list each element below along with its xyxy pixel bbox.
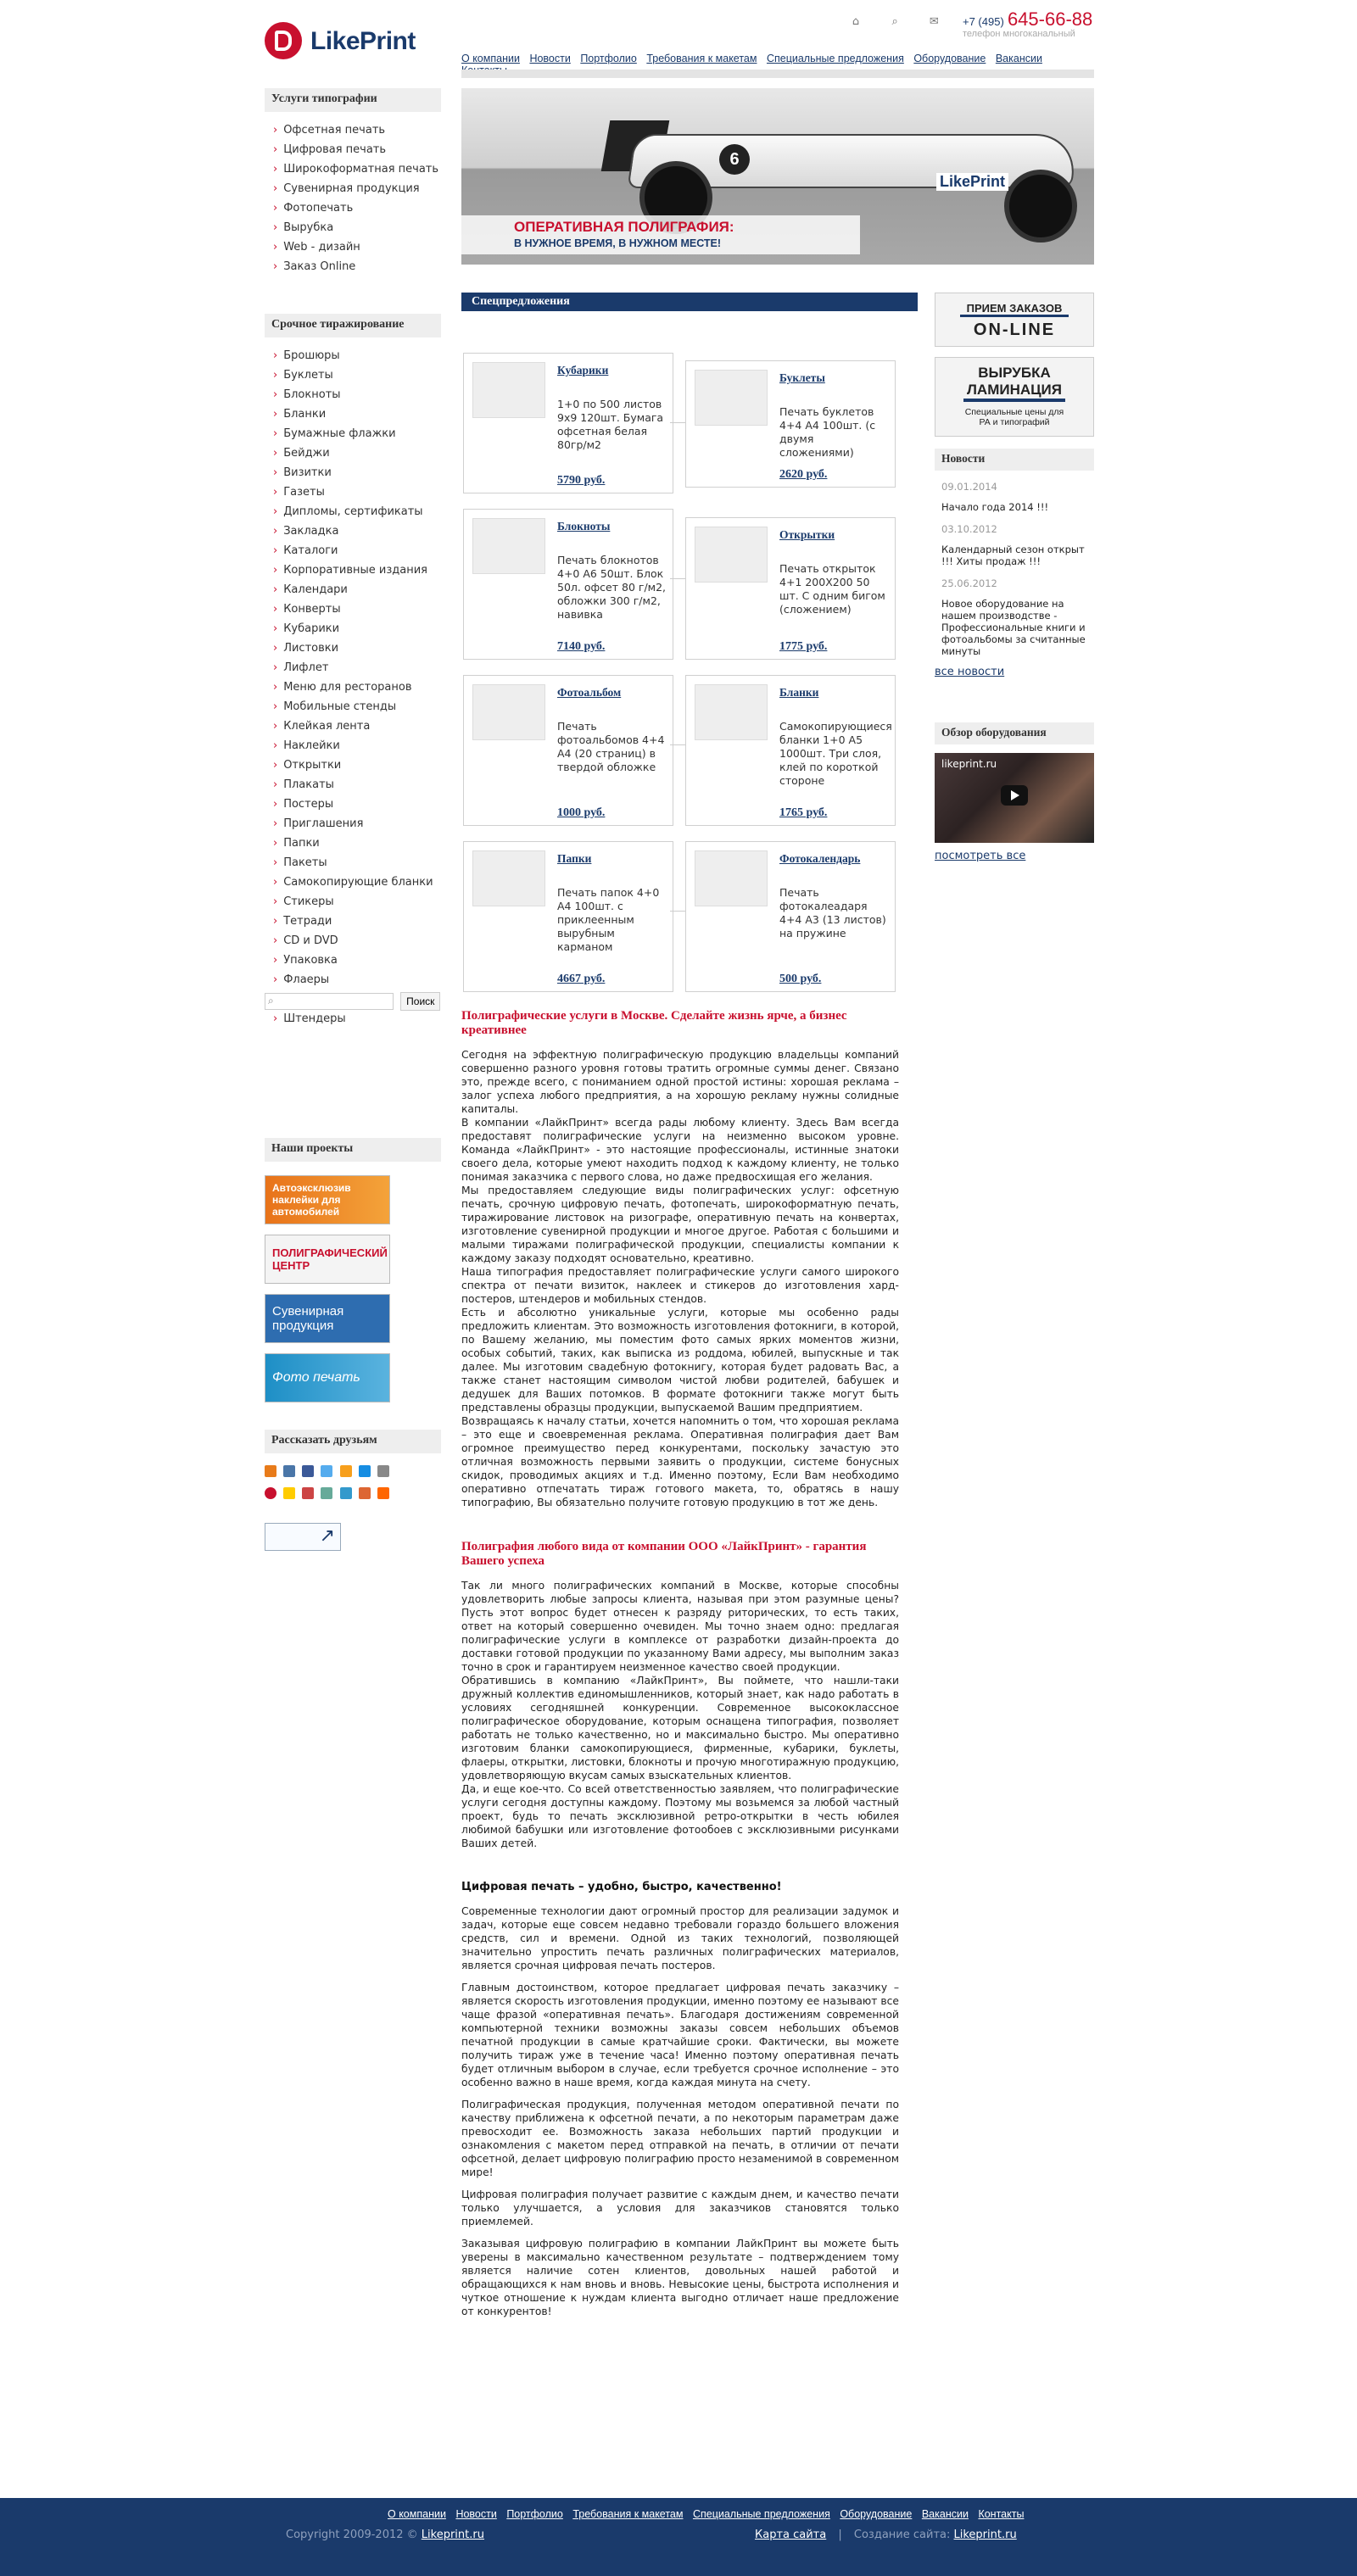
article-paragraph: Обратившись в компанию «ЛайкПринт», Вы поймете, что нашли-таки дружный коллектив единомышленников, который знает, как надо работать в условиях сегодняшней конкуренции. Современное высококлассное полиграфическое оборудование, которым оснащена типография, позволяет работать не только качественно, но и максимально быстро. Мы оперативно изготовим бланки самокопирующиеся, фирменные, кубарики, буклеты, флаеры, открытки, листовки, блокноты и прочую многотиражную продукцию, удовлетворяющую вкусам самых взыскательных клиентов.	[461, 1675, 899, 1781]
services-item[interactable]: › Заказ Online	[273, 257, 441, 276]
share-blogger-icon[interactable]	[302, 1487, 314, 1499]
footer-nav-specials[interactable]: Специальные предложения	[692, 2508, 830, 2520]
special-card-image[interactable]	[472, 684, 545, 740]
urgent-item[interactable]: › Плакаты	[273, 775, 441, 795]
logo-mark-icon	[265, 22, 302, 59]
urgent-item[interactable]: › Кубарики	[273, 619, 441, 638]
share-more-icon[interactable]	[377, 1487, 389, 1499]
article-paragraph: В компании «ЛайкПринт» всегда рады любому клиенту. Здесь Вам всегда предоставят полиграфические услуги на неизменно высоком уровне. Команда «ЛайкПринт» - это настоящие профессионалы, истинные знатоки своего дела, которые умеют находить подход к каждому клиенту, не только понимая заказчика с первого слова, но даже предвосхищая его желания.	[461, 1117, 899, 1183]
urgent-item[interactable]: › Лифлет	[273, 658, 441, 677]
news-date: 03.10.2012	[941, 523, 997, 535]
urgent-item[interactable]: › Папки	[273, 834, 441, 853]
news-date: 25.06.2012	[941, 577, 997, 589]
services-menu	[273, 120, 441, 276]
special-card-image[interactable]	[472, 518, 545, 574]
footer-copyright	[286, 2529, 484, 2541]
special-card-title[interactable]: Блокноты	[557, 520, 611, 532]
home-icon[interactable]: ⌂	[852, 15, 860, 28]
special-card-title[interactable]: Фотокалендарь	[779, 852, 861, 865]
article-paragraph: Главным достоинством, которое предлагает цифровая печать заказчику – является скорость изготовления продукции, именно поэтому ее называют все чаще фразой «оперативная печать». Благодаря достижениям современной компьютерной техники возможны заказы совсем небольших объемов печатной продукции в самые кратчайшие сроки. Фактически, вы можете получить тираж уже в течение часа! Именно поэтому оперативная печать будет отличным выбором в случае, если требуется срочное исполнение – это особенно важно в наше время, когда каждая минута на счету.	[461, 1982, 899, 2088]
urgent-item[interactable]: › Тетради	[273, 912, 441, 931]
special-card-description: Печать буклетов 4+4 А4 100шт. (с двумя сложениями)	[779, 405, 876, 459]
urgent-item[interactable]: › Наклейки	[273, 736, 441, 756]
article-paragraph: Наша типография предоставляет полиграфические услуги самого широкого спектра от печати визиток, наклеек и стикеров до изготовления хард-постеров, штендеров и мобильных стендов.	[461, 1266, 899, 1305]
urgent-item[interactable]: › Каталоги	[273, 541, 441, 560]
share-twitter-icon[interactable]	[321, 1465, 332, 1477]
services-item[interactable]: › Цифровая печать	[273, 140, 441, 159]
special-card-description: Печать блокнотов 4+0 А6 50шт. Блок 50л. офсет 80 г/м2, обложки 300 г/м2, навивка	[557, 554, 667, 621]
nav-requirements[interactable]: Требования к макетам	[646, 53, 757, 64]
services-item[interactable]: › Сувенирная продукция	[273, 179, 441, 198]
news-item[interactable]: Начало года 2014 !!!	[941, 501, 1049, 513]
phone-prefix: +7 (495)	[963, 15, 1004, 28]
urgent-item[interactable]: › Стикеры	[273, 892, 441, 912]
copyright-text: Copyright 2009-2012 ©	[286, 2529, 418, 2541]
news-title: Новости	[935, 449, 1094, 471]
article-paragraph: Современные технологии дают огромный простор для реализации задумок и задач, которые еще совсем недавно требовали гораздо большего вложения средств, сил и времени. Одной из таких технологий, позволяющей значительно упростить печать различных полиграфических материалов, является срочная цифровая печать постеров.	[461, 1905, 899, 1971]
special-card[interactable]	[685, 675, 896, 826]
share-block	[265, 1430, 441, 1503]
urgent-item[interactable]: › Блокноты	[273, 385, 441, 404]
left-sidebar	[265, 88, 441, 1029]
urgent-item[interactable]: › Клейкая лента	[273, 716, 441, 736]
card-connector	[670, 578, 685, 579]
counter-badge[interactable]	[265, 1523, 341, 1551]
share-link-icon[interactable]	[377, 1465, 389, 1477]
special-card-description: Печать фотоальбомов 4+4 А4 (20 страниц) в твердой обложке	[557, 720, 665, 773]
search-form	[265, 992, 440, 1011]
nav-news[interactable]: Новости	[529, 53, 571, 64]
special-card-price[interactable]: 1765 руб.	[779, 806, 828, 819]
news-list	[935, 481, 1094, 657]
share-icons-row-2	[265, 1487, 441, 1503]
footer-nav	[388, 2508, 1030, 2520]
share-title: Рассказать друзьям	[265, 1430, 441, 1453]
special-card-price[interactable]: 500 руб.	[779, 973, 822, 985]
phone-block	[963, 8, 1092, 39]
project-photo-banner[interactable]: Фото печать	[265, 1353, 390, 1402]
urgent-item[interactable]: › Бланки	[273, 404, 441, 424]
logo-text: LikePrint	[310, 27, 416, 55]
special-card[interactable]	[463, 353, 673, 493]
urgent-item[interactable]: › Брошюры	[273, 346, 441, 365]
share-google-icon[interactable]	[265, 1487, 276, 1499]
card-connector	[670, 744, 685, 745]
special-card-title[interactable]: Открытки	[779, 528, 835, 541]
news-date: 09.01.2014	[941, 481, 997, 493]
all-news-link[interactable]: все новости	[935, 666, 1005, 678]
mail-icon[interactable]: ✉	[929, 15, 939, 28]
equipment-video[interactable]	[935, 753, 1094, 843]
special-card[interactable]	[685, 360, 896, 488]
urgent-item[interactable]: › Листовки	[273, 638, 441, 658]
nav-vacancies[interactable]: Вакансии	[995, 53, 1042, 64]
share-vk-icon[interactable]	[283, 1465, 295, 1477]
special-card-image[interactable]	[472, 850, 545, 906]
lamination-line: ЛАМИНАЦИЯ	[963, 382, 1065, 402]
banner-subtitle: В НУЖНОЕ ВРЕМЯ, В НУЖНОМ МЕСТЕ!	[514, 237, 722, 249]
special-card-price[interactable]: 4667 руб.	[557, 973, 606, 985]
article	[461, 1009, 899, 2318]
special-card[interactable]	[463, 509, 673, 660]
footer-nav-equipment[interactable]: Оборудование	[840, 2508, 913, 2520]
article-paragraph: Заказывая цифровую полиграфию в компании ЛайкПринт вы можете быть уверены в максимально качественном результате – подтверждением тому является наличие сотен клиентов, довольных нашей работой и обращающихся к нам вновь и вновь. Невысокие цены, быстрота исполнения и чуткое отношение к нуждам клиента выгодно отличает наше предложение от конкурентов!	[461, 2238, 899, 2317]
car-wheel-front	[1004, 170, 1077, 243]
urgent-item[interactable]: › Самокопирующие бланки	[273, 873, 441, 892]
article-heading-2: Полиграфия любого вида от компании ООО «ЛайкПринт» - гарантия Вашего успеха	[461, 1540, 867, 1568]
search-icon: ⌕	[268, 995, 274, 1006]
footer-nav-requirements[interactable]: Требования к макетам	[572, 2508, 684, 2520]
online-order-line1: ПРИЕМ ЗАКАЗОВ	[960, 302, 1069, 317]
special-card[interactable]	[463, 675, 673, 826]
special-card[interactable]	[685, 841, 896, 992]
urgent-item[interactable]: › Конверты	[273, 599, 441, 619]
urgent-item[interactable]: › Дипломы, сертификаты	[273, 502, 441, 521]
share-memori-icon[interactable]	[359, 1487, 371, 1499]
cutting-line: ВЫРУБКА	[978, 365, 1051, 381]
special-card-price[interactable]: 7140 руб.	[557, 640, 606, 653]
car-number: 6	[719, 144, 750, 175]
header-divider	[461, 70, 1094, 78]
search-icon[interactable]: ⌕	[891, 15, 898, 28]
card-connector	[670, 422, 685, 423]
sitemap-link[interactable]: Карта сайта	[755, 2529, 827, 2541]
special-card-description: Печать открыток 4+1 200Х200 50 шт. С одним бигом (сложением)	[779, 562, 885, 616]
article-heading-3: Цифровая печать – удобно, быстро, качественно!	[461, 1881, 782, 1893]
article-paragraph: Цифровая полиграфия получает развитие с каждым днем, и качество печати только улучшается, а условия для заказчиков становятся только приемлемей.	[461, 2188, 899, 2228]
projects-block	[265, 1138, 441, 1413]
urgent-item[interactable]: › Мобильные стенды	[273, 697, 441, 716]
video-title: likeprint.ru	[941, 758, 997, 770]
urgent-item[interactable]: › Постеры	[273, 795, 441, 814]
services-title: Услуги типографии	[265, 88, 441, 112]
news-item[interactable]: Новое оборудование на нашем производстве - Профессиональные книги и фотоальбомы за считанные минуты	[941, 598, 1086, 657]
urgent-item[interactable]: › Буклеты	[273, 365, 441, 385]
project-souvenir-banner[interactable]: Сувенирная продукция	[265, 1294, 390, 1343]
services-item[interactable]: › Офсетная печать	[273, 120, 441, 140]
nav-about[interactable]: О компании	[461, 53, 520, 64]
article-paragraph: Так ли много полиграфических компаний в Москве, которые способны удовлетворить любые запросы клиента, называя при этом разумные цены? Пусть этот вопрос будет отнесен к разряду риторических, то есть таких, ответ на который совершенно очевиден. Мы точно знаем одно: предлагая полиграфические услуги в комплексе от разработки дизайн-проекта до доставки готовой продукции по указанному Вами адресу, мы выполним заказ точно в срок и гарантируем неизменное качество своей продукции.	[461, 1580, 899, 1673]
urgent-item[interactable]: › Визитки	[273, 463, 441, 482]
online-order-button[interactable]	[935, 293, 1094, 347]
share-facebook-icon[interactable]	[302, 1465, 314, 1477]
nav-specials[interactable]: Специальные предложения	[766, 53, 904, 64]
hero-banner[interactable]	[461, 88, 1094, 265]
share-liveinternet-icon[interactable]	[340, 1487, 352, 1499]
urgent-item[interactable]: › Бумажные флажки	[273, 424, 441, 443]
nav-equipment[interactable]: Оборудование	[913, 53, 986, 64]
special-card-description: Печать фотокалеадаря 4+4 А3 (13 листов) на пружине	[779, 886, 886, 940]
special-card-description: Печать папок 4+0 А4 100шт. с приклеенным вырубным карманом	[557, 886, 660, 953]
urgent-item[interactable]: › Газеты	[273, 482, 441, 502]
special-card-title[interactable]: Папки	[557, 852, 592, 865]
banner-caption	[461, 215, 860, 254]
copyright-link[interactable]: Likeprint.ru	[421, 2529, 484, 2541]
share-icons-row	[265, 1465, 441, 1480]
share-mailru-icon[interactable]	[359, 1465, 371, 1477]
car-logo: LikePrint	[936, 173, 1008, 191]
watch-all-link[interactable]: посмотреть все	[935, 850, 1026, 862]
special-card-title[interactable]: Кубарики	[557, 364, 609, 376]
phone-number: 645-66-88	[1007, 8, 1093, 30]
special-card-image[interactable]	[695, 850, 768, 906]
logo[interactable]	[265, 22, 426, 61]
special-card-price[interactable]: 1775 руб.	[779, 640, 828, 653]
services-item[interactable]: › Вырубка	[273, 218, 441, 237]
project-auto-banner[interactable]: Автоэксклюзив наклейки для автомобилей	[265, 1175, 390, 1224]
footer-right: Карта сайта | Создание сайта: Likeprint.ru	[755, 2529, 1017, 2541]
share-yandex-icon[interactable]	[283, 1487, 295, 1499]
urgent-item[interactable]: › Бейджи	[273, 443, 441, 463]
card-connector	[670, 911, 685, 912]
urgent-item[interactable]: › Корпоративные издания	[273, 560, 441, 580]
urgent-item[interactable]: › Пакеты	[273, 853, 441, 873]
footer-nav-vacancies[interactable]: Вакансии	[921, 2508, 969, 2520]
special-card-description: Самокопирующиеся бланки 1+0 А5 1000шт. Три слоя, клей по короткой стороне	[779, 720, 892, 787]
nav-portfolio[interactable]: Портфолио	[580, 53, 637, 64]
services-item[interactable]: › Web - дизайн	[273, 237, 441, 257]
article-paragraph: Сегодня на эффектную полиграфическую продукцию владельцы компаний совершенно разного уровня готовы тратить огромные суммы денег. Связано это, прежде всего, с пониманием одной простой истины: хорошая реклама – залог успеха любого предприятия, а на хорошую рекламу нужны солидные капиталы.	[461, 1049, 899, 1115]
share-delicious-icon[interactable]	[321, 1487, 332, 1499]
urgent-item[interactable]: › Приглашения	[273, 814, 441, 834]
urgent-title: Срочное тиражирование	[265, 314, 441, 337]
special-card-title[interactable]: Бланки	[779, 686, 819, 699]
play-icon[interactable]	[1001, 785, 1028, 806]
special-card-image[interactable]	[695, 527, 768, 583]
article-paragraph: Мы предоставляем следующие виды полиграфических услуг: офсетную печать, срочную цифровую печать, фотопечать, широкоформатную печать, тиражирование листовок на ризографе, оперативную печать на конвертах, изготовление сувенирной продукции и многое другое. Работая с большими и малыми тиражами полиграфической продукции, специалисты компании к каждому заказу подходят основательно, креативно.	[461, 1185, 899, 1264]
news-item[interactable]: Календарный сезон открыт !!! Хиты продаж !!!	[941, 544, 1085, 567]
urgent-item[interactable]: › Открытки	[273, 756, 441, 775]
special-card-image[interactable]	[695, 370, 768, 426]
right-sidebar	[935, 293, 1094, 862]
special-card-title[interactable]: Буклеты	[779, 371, 825, 384]
special-card-price[interactable]: 2620 руб.	[779, 468, 828, 481]
projects-title: Наши проекты	[265, 1138, 441, 1162]
cutting-sub: Специальные цены для РА и типографий	[964, 407, 1064, 427]
article-paragraph: Полиграфическая продукция, полученная методом оперативной печати по качеству приближена к офсетной печати, а по некоторым параметрам даже превосходит ее. Возможность заказа небольших партий продукции и ознакомления с макетом перед отправкой на печать, в отличии от печати офсетной, делает цифровую полиграфию просто незаменимой в современном мире!	[461, 2099, 899, 2178]
urgent-item[interactable]: › Календари	[273, 580, 441, 599]
footer-nav-contacts[interactable]: Контакты	[978, 2508, 1025, 2520]
special-card[interactable]	[685, 517, 896, 660]
footer	[0, 2498, 1357, 2576]
article-heading-1: Полиграфические услуги в Москве. Сделайте жизнь ярче, а бизнес креативнее	[461, 1009, 847, 1037]
special-card[interactable]	[463, 841, 673, 992]
services-item[interactable]: › Широкоформатная печать	[273, 159, 441, 179]
banner-title: ОПЕРАТИВНАЯ ПОЛИГРАФИЯ:	[514, 219, 734, 235]
urgent-item[interactable]: › CD и DVD	[273, 931, 441, 951]
header-icons	[850, 15, 963, 28]
urgent-menu	[273, 346, 441, 1029]
services-item[interactable]: › Фотопечать	[273, 198, 441, 218]
search-input[interactable]	[265, 993, 394, 1010]
footer-nav-news[interactable]: Новости	[455, 2508, 497, 2520]
article-paragraph: Возвращаясь к началу статьи, хочется напомнить о том, что хорошая реклама – это еще и своевременная реклама. Оперативная полиграфия дает Вам огромное преимущество перед конкурентами, поскольку зачастую это отличная возможность первыми заявить о продукции, системе бонусных скидок, проводимых акциях и т.д. Именно поэтому, Если Вам необходимо оперативно отпечатать тираж готового макета, то, обратясь в нашу типографию, Вы обязательно получите готовую продукцию в тот же день.	[461, 1415, 899, 1508]
share-odnoklassniki-icon[interactable]	[340, 1465, 352, 1477]
share-rss-icon[interactable]	[265, 1465, 276, 1477]
article-paragraph: Да, и еще кое-что. Со всей ответственностью заявляем, что полиграфические услуги сегодня доступны каждому. Поэтому мы возьмемся за любой частный проект, будь то печать эксклюзивной ретро-открытки в честь юбилея любимой бабушки или изготовление фотообоев с эксклюзивными рисунками Ваших детей.	[461, 1783, 899, 1849]
search-button[interactable]: Поиск	[400, 992, 440, 1011]
equipment-title: Обзор оборудования	[935, 722, 1094, 744]
footer-nav-about[interactable]: О компании	[388, 2508, 446, 2520]
urgent-item[interactable]: › Закладка	[273, 521, 441, 541]
special-card-image[interactable]	[472, 362, 545, 418]
urgent-item[interactable]: › Меню для ресторанов	[273, 677, 441, 697]
cutting-lamination-button[interactable]	[935, 357, 1094, 437]
special-card-price[interactable]: 5790 руб.	[557, 474, 606, 487]
specials-title: Спецпредложения	[461, 293, 918, 311]
urgent-item[interactable]: › Флаеры	[273, 970, 441, 990]
online-order-line2: ON-LINE	[973, 321, 1056, 339]
created-link[interactable]: Likeprint.ru	[953, 2529, 1017, 2541]
article-paragraph: Есть и абсолютно уникальные услуги, которые мы особенно рады предложить клиентам. Это возможность изготовления фотокниги, в которой, по Вашему желанию, мы поместим фото самых ярких моментов жизни, особых событий, таких, как выписка из роддома, юбилей, выпускные и так далее. Мы изготовим свадебную фотокнигу, которая будет радовать Вас, а также станет настоящим символом чистой любви родителей, бабушек и дедушек для Ваших потомков. В формате фотокниги также могут быть представлены образцы продукции, выпускаемой Вашим предприятием.	[461, 1307, 899, 1413]
footer-nav-portfolio[interactable]: Портфолио	[506, 2508, 563, 2520]
urgent-item[interactable]: › Штендеры	[273, 1009, 441, 1029]
phone-note: телефон многоканальный	[963, 29, 1075, 39]
special-card-title[interactable]: Фотоальбом	[557, 686, 622, 699]
created-label: Создание сайта:	[853, 2529, 951, 2541]
special-card-image[interactable]	[695, 684, 768, 740]
urgent-item[interactable]: › Упаковка	[273, 951, 441, 970]
special-card-price[interactable]: 1000 руб.	[557, 806, 606, 819]
project-print-center-banner[interactable]: ПОЛИГРАФИЧЕСКИЙ ЦЕНТР	[265, 1235, 390, 1284]
special-card-description: 1+0 по 500 листов 9х9 120шт. Бумага офсетная белая 80гр/м2	[557, 398, 664, 451]
